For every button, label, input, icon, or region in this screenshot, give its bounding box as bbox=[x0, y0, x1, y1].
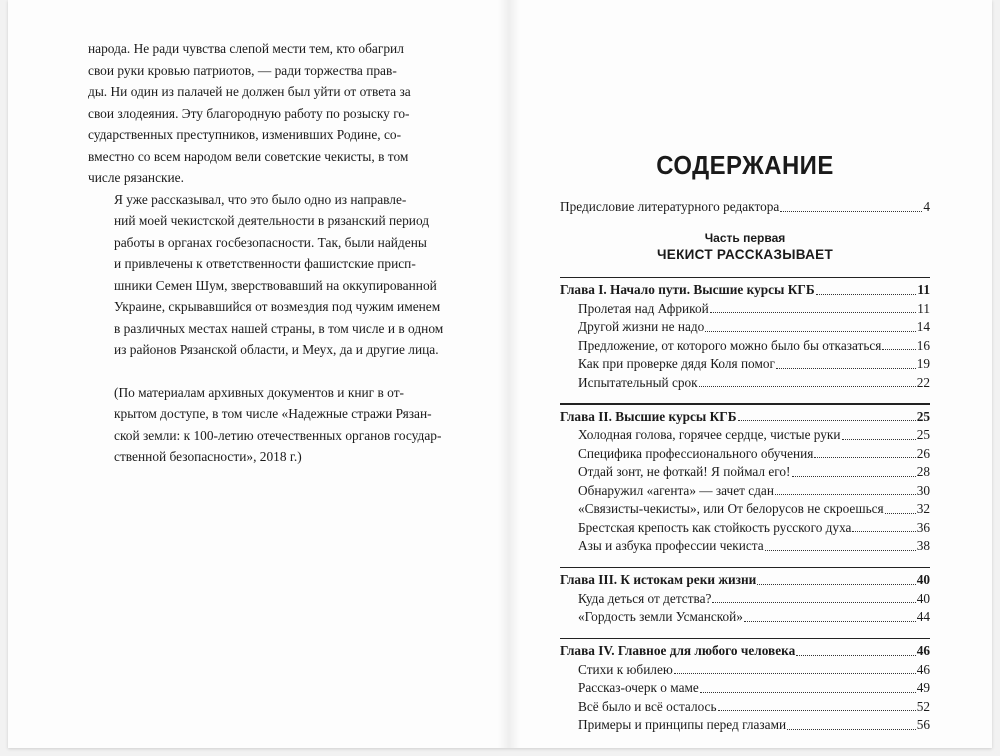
toc-entry-page: 22 bbox=[916, 374, 930, 390]
toc-title: СОДЕРЖАНИЕ bbox=[656, 150, 834, 180]
text-line: работы в органах госбезопасности. Так, были найдены bbox=[114, 234, 427, 250]
text-line: свои злодеяния. Эту благородную работу по розыску го- bbox=[88, 105, 410, 121]
text-line: из районов Рязанской области, и Меух, да и другие лица. bbox=[114, 342, 439, 357]
text-line: крытом доступе, в том числе «Надежные стражи Рязан- bbox=[114, 406, 432, 421]
text-line: ской земли: к 100-летию отечественных органов государ- bbox=[114, 427, 442, 443]
dot-leader bbox=[852, 530, 915, 532]
toc-entry-title: Обнаружил «агента» — зачет сдан bbox=[578, 482, 774, 498]
toc-entry-title: Глава II. Высшие курсы КГБ bbox=[560, 408, 737, 424]
toc-chapter-entry[interactable] bbox=[560, 571, 930, 590]
dot-leader bbox=[885, 512, 916, 514]
toc-entry-title: Куда деться от детства? bbox=[578, 590, 712, 606]
text-line: (По материалам архивных документов и книг в от- bbox=[114, 384, 405, 400]
toc-section-entry[interactable] bbox=[560, 661, 930, 680]
dot-leader bbox=[705, 330, 915, 332]
chapter-rule bbox=[560, 638, 930, 640]
toc-entry-title: Как при проверке дядя Коля помог bbox=[578, 356, 775, 371]
toc-section-entry[interactable] bbox=[560, 537, 930, 556]
dot-leader bbox=[775, 493, 916, 495]
dot-leader bbox=[699, 385, 916, 387]
toc-entry-title: Предисловие литературного редактора bbox=[560, 199, 780, 214]
chapter-spacer bbox=[560, 627, 930, 638]
toc-entry-title: Примеры и принципы перед глазами bbox=[578, 717, 787, 732]
chapter-spacer bbox=[560, 392, 930, 403]
toc-section-entry[interactable] bbox=[560, 318, 930, 337]
book-spread bbox=[8, 0, 992, 748]
toc-entry-title: Глава III. К истокам реки жизни bbox=[560, 572, 757, 587]
text-line: Я уже рассказывал, что это было одно из направле- bbox=[114, 191, 407, 207]
text-line: ды. Ни один из палачей не должен был уйти от ответа за bbox=[88, 84, 411, 99]
toc-entry-title: Отдай зонт, не фоткай! Я поймал его! bbox=[578, 464, 791, 479]
toc-entry-page: 11 bbox=[917, 300, 930, 316]
dot-leader bbox=[792, 475, 916, 477]
part-heading bbox=[560, 231, 930, 263]
chapter-rule bbox=[560, 403, 930, 405]
table-of-contents bbox=[560, 198, 930, 735]
chapter-rule bbox=[560, 277, 930, 279]
text-line: числе рязанские. bbox=[88, 170, 184, 185]
toc-entry-page: 32 bbox=[916, 501, 930, 516]
toc-entry-page: 19 bbox=[916, 356, 930, 371]
toc-chapters bbox=[560, 277, 930, 735]
toc-entry-page: 28 bbox=[916, 464, 930, 479]
toc-entry-title: Стихи к юбилею bbox=[578, 661, 673, 677]
toc-section-entry[interactable] bbox=[560, 337, 930, 356]
toc-section-entry[interactable] bbox=[560, 679, 930, 698]
toc-entry-page: 11 bbox=[917, 282, 930, 297]
toc-entry-page: 49 bbox=[916, 680, 930, 695]
toc-chapter-entry[interactable] bbox=[560, 408, 930, 427]
toc-entry-title: Глава IV. Главное для любого человека bbox=[560, 643, 796, 658]
toc-chapter-entry[interactable] bbox=[560, 281, 930, 300]
dot-leader bbox=[738, 419, 916, 421]
toc-section-entry[interactable] bbox=[560, 463, 930, 482]
toc-section-entry[interactable] bbox=[560, 300, 930, 319]
dot-leader bbox=[814, 456, 915, 458]
toc-entry-page: 40 bbox=[916, 590, 930, 606]
dot-leader bbox=[712, 601, 915, 603]
dot-leader bbox=[718, 709, 916, 711]
toc-entry-page: 30 bbox=[916, 482, 930, 498]
toc-entry-page: 40 bbox=[916, 572, 930, 587]
text-line: народа. Не ради чувства слепой мести тем, кто обагрил bbox=[88, 41, 404, 56]
toc-entry-title: Испытательный срок bbox=[578, 374, 698, 390]
text-line: шники Семен Шум, зверствовавший на оккупированной bbox=[114, 277, 437, 293]
toc-section-entry[interactable] bbox=[560, 698, 930, 717]
toc-entry-page: 44 bbox=[916, 609, 930, 624]
toc-entry-page: 56 bbox=[916, 717, 930, 732]
toc-entry-title: Глава I. Начало пути. Высшие курсы КГБ bbox=[560, 282, 815, 297]
toc-entry-preface[interactable] bbox=[560, 198, 930, 217]
toc-entry-title: Брестская крепость как стойкость русского духа bbox=[578, 519, 852, 535]
part-label: Часть первая bbox=[704, 230, 786, 245]
dot-leader bbox=[700, 691, 916, 693]
part-title: ЧЕКИСТ РАССКАЗЫВАЕТ bbox=[656, 246, 833, 262]
toc-section-entry[interactable] bbox=[560, 445, 930, 464]
toc-section-entry[interactable] bbox=[560, 482, 930, 501]
dot-leader bbox=[776, 367, 916, 369]
dot-leader bbox=[816, 293, 917, 295]
toc-entry-title: Специфика профессионального обучения bbox=[578, 445, 814, 461]
toc-entry-page: 46 bbox=[916, 661, 930, 677]
left-page-text bbox=[88, 38, 468, 468]
toc-entry-page: 25 bbox=[916, 427, 930, 442]
toc-entry-title: Предложение, от которого можно было бы отказаться bbox=[578, 337, 882, 353]
dot-leader bbox=[674, 672, 916, 674]
text-line: ственной безопасности», 2018 г.) bbox=[114, 449, 302, 464]
toc-entry-page: 52 bbox=[916, 698, 930, 714]
toc-entry-title: «Гордость земли Усманской» bbox=[578, 609, 743, 624]
toc-section-entry[interactable] bbox=[560, 500, 930, 519]
text-line: сударственных преступников, изменивших Родине, со- bbox=[88, 127, 402, 142]
dot-leader bbox=[765, 549, 916, 551]
toc-section-entry[interactable] bbox=[560, 426, 930, 445]
toc-section-entry[interactable] bbox=[560, 716, 930, 735]
dot-leader bbox=[796, 654, 915, 656]
dot-leader bbox=[710, 311, 916, 313]
toc-entry-page: 14 bbox=[916, 319, 930, 334]
toc-entry-title: Всё было и всё осталось bbox=[578, 698, 717, 714]
chapter-spacer bbox=[560, 556, 930, 567]
text-line: и привлечены к ответственности фашистские присп- bbox=[114, 256, 416, 271]
text-line: Украине, скрывавшийся от возмездия под чужим именем bbox=[114, 299, 441, 314]
toc-entry-page: 36 bbox=[916, 519, 930, 535]
toc-entry-title: Другой жизни не надо bbox=[578, 319, 705, 334]
toc-section-entry[interactable] bbox=[560, 519, 930, 538]
dot-leader bbox=[882, 348, 915, 350]
dot-leader bbox=[744, 620, 916, 622]
paragraph-2 bbox=[88, 189, 468, 361]
toc-entry-page: 38 bbox=[916, 538, 930, 553]
text-line: ний моей чекистской деятельности в рязанский период bbox=[114, 213, 430, 228]
toc-entry-page: 25 bbox=[916, 408, 930, 424]
dot-leader bbox=[780, 210, 922, 212]
toc-entry-title: Рассказ-очерк о маме bbox=[578, 680, 699, 695]
text-line: вместно со всем народом вели советские чекисты, в том bbox=[88, 148, 409, 164]
toc-entry-page: 16 bbox=[916, 337, 930, 353]
toc-section-entry[interactable] bbox=[560, 355, 930, 374]
toc-entry-page: 26 bbox=[916, 445, 930, 461]
toc-section-entry[interactable] bbox=[560, 374, 930, 393]
dot-leader bbox=[757, 583, 915, 585]
text-line: свои руки кровью патриотов, — ради торжества прав- bbox=[88, 62, 397, 78]
toc-section-entry[interactable] bbox=[560, 590, 930, 609]
text-line: в различных местах нашей страны, в том числе и в одном bbox=[114, 320, 444, 336]
toc-section-entry[interactable] bbox=[560, 608, 930, 627]
book-gutter bbox=[498, 0, 520, 748]
paragraph-1 bbox=[88, 38, 468, 189]
toc-entry-page: 4 bbox=[923, 199, 930, 214]
toc-entry-page: 46 bbox=[916, 643, 930, 658]
toc-entry-title: Азы и азбука профессии чекиста bbox=[578, 538, 764, 553]
dot-leader bbox=[787, 728, 916, 730]
dot-leader bbox=[842, 438, 916, 440]
toc-chapter-entry[interactable] bbox=[560, 642, 930, 661]
paragraph-3-source-note bbox=[88, 382, 468, 468]
toc-entry-title: Холодная голова, горячее сердце, чистые руки bbox=[578, 427, 841, 442]
toc-entry-title: Пролетая над Африкой bbox=[578, 300, 709, 316]
toc-entry-title: «Связисты-чекисты», или От белорусов не скроешься bbox=[578, 501, 884, 516]
chapter-rule bbox=[560, 567, 930, 569]
